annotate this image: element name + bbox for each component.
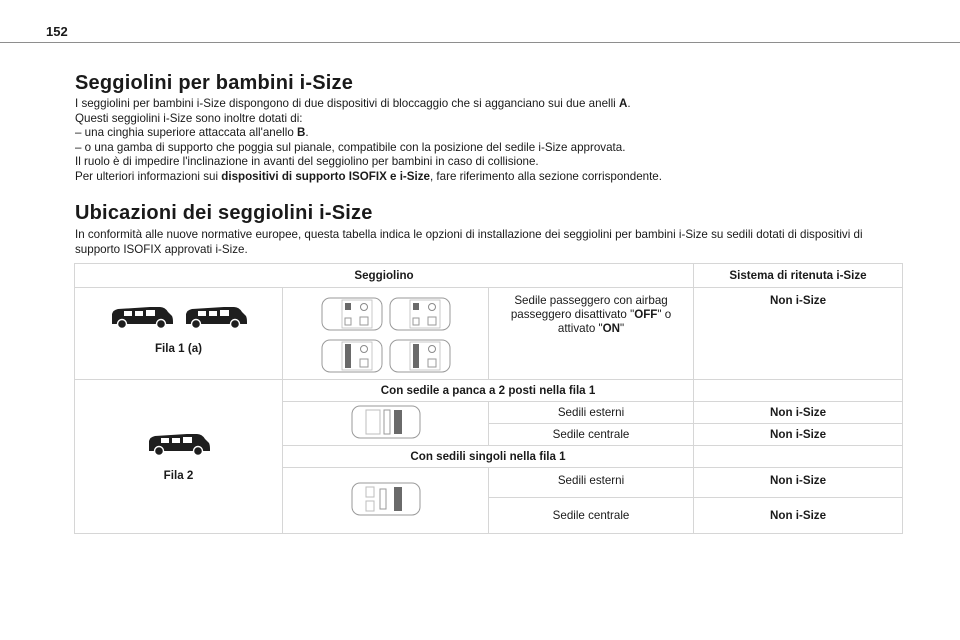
section-body-isize: I seggiolini per bambini i-Size dispongono di due dispositivi di bloccaggio che si agganciano sui due anelli A. Questi seggiolini i-Size sono inoltre dotati di: – una cinghia superiore attaccata all'anello B. – o una gamba di supporto che poggia sul pianale, compatibile con la posizione del sedile i-Size approvata. Il ruolo è di impedire l'inclinazione in avanti del seggiolino per bambini in caso di collisione. Per ulteriori informazioni sui dispositivi di supporto ISOFIX e i-Size, fare riferimento alla sezione corrispondente. xyxy=(75,97,662,183)
header-rule xyxy=(0,42,960,43)
row1-value: Non i-Size xyxy=(694,288,903,380)
single-outer-value: Non i-Size xyxy=(694,468,903,498)
single-center-label: Sedile centrale xyxy=(489,498,694,534)
single-header: Con sedili singoli nella fila 1 xyxy=(283,446,694,468)
bench-diagram-cell xyxy=(283,402,489,446)
car-topview-icon xyxy=(388,338,452,374)
van-icon xyxy=(184,304,248,330)
section-title-isize: Seggiolini per bambini i-Size xyxy=(75,72,354,94)
page-number: 152 xyxy=(46,24,68,39)
row2-vehicle-cell xyxy=(75,380,283,534)
single-center-value: Non i-Size xyxy=(694,498,903,534)
row1-diagram-cell xyxy=(283,288,489,380)
bench-header: Con sedile a panca a 2 posti nella fila 1 xyxy=(283,380,694,402)
table-header-seat: Seggiolino xyxy=(75,264,694,288)
row1-vehicle-cell xyxy=(75,288,283,380)
row1-label: Fila 1 (a) xyxy=(154,342,203,355)
row1-description: Sedile passeggero con airbag passeggero disattivato "OFF" o attivato "ON" xyxy=(489,288,694,380)
van-icon xyxy=(110,304,174,330)
car-topview-icon xyxy=(350,481,422,517)
bench-outer-value: Non i-Size xyxy=(694,402,903,424)
bench-center-label: Sedile centrale xyxy=(489,424,694,446)
car-topview-icon xyxy=(388,296,452,332)
table-header-system: Sistema di ritenuta i-Size xyxy=(694,264,903,288)
section-intro-locations: In conformità alle nuove normative europee, questa tabella indica le opzioni di installazione dei seggiolini per bambini i-Size su sedili dotati di dispositivi di supporto ISOFIX approvati i-Size. xyxy=(75,228,863,256)
bench-outer-label: Sedili esterni xyxy=(489,402,694,424)
section-title-locations: Ubicazioni dei seggiolini i-Size xyxy=(75,202,373,224)
car-topview-icon xyxy=(350,404,422,440)
isize-seat-table xyxy=(74,263,903,534)
single-outer-label: Sedili esterni xyxy=(489,468,694,498)
car-topview-icon xyxy=(320,296,384,332)
row2-label: Fila 2 xyxy=(163,469,194,482)
van-icon xyxy=(147,431,211,457)
bench-center-value: Non i-Size xyxy=(694,424,903,446)
single-diagram-cell xyxy=(283,468,489,534)
car-topview-icon xyxy=(320,338,384,374)
bench-header-empty xyxy=(694,380,903,402)
single-header-empty xyxy=(694,446,903,468)
